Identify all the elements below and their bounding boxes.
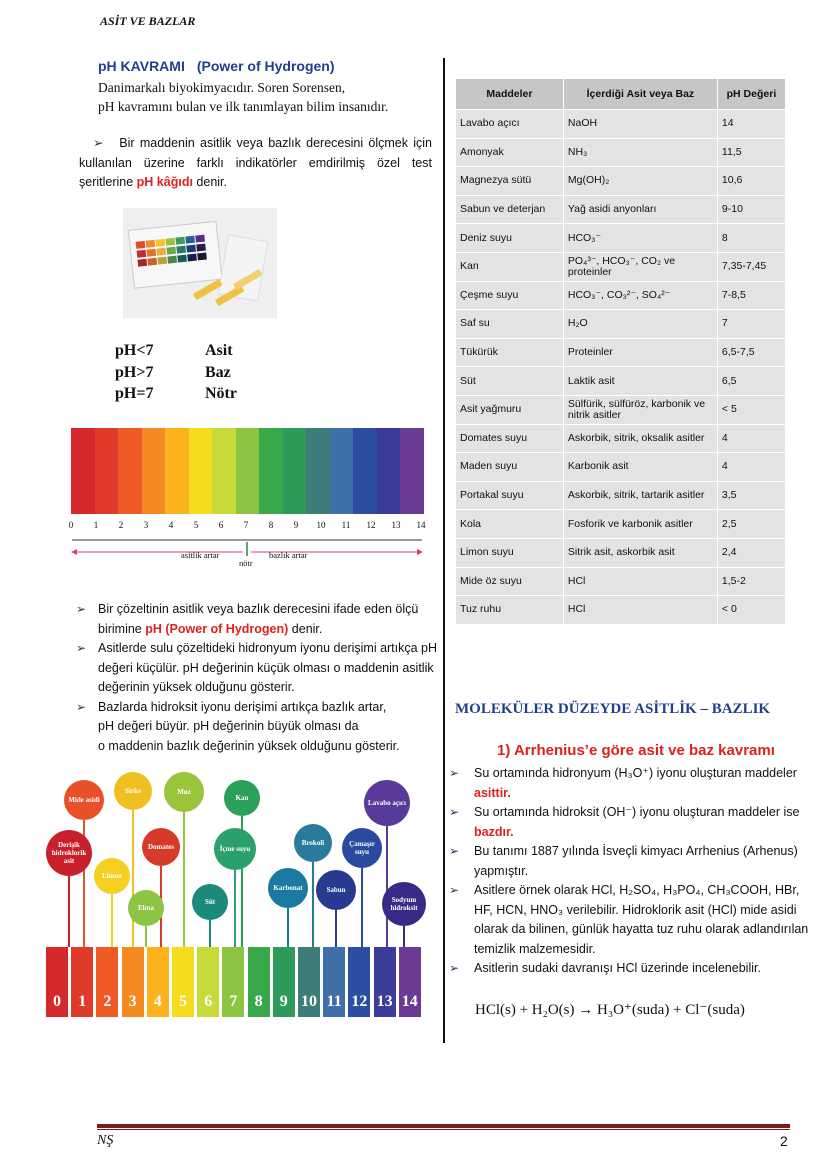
ph-paper-photo bbox=[123, 208, 277, 318]
infographic-item: Mide asidi bbox=[64, 780, 104, 820]
infographic-item: Çamaşır suyu bbox=[342, 828, 382, 868]
cell-substance: Maden suyu bbox=[456, 453, 564, 482]
title-main: pH KAVRAMI bbox=[98, 58, 185, 74]
ph-bullets bbox=[76, 600, 452, 756]
infographic-stem bbox=[287, 908, 289, 947]
table-row bbox=[456, 596, 786, 625]
ph-band bbox=[259, 428, 283, 514]
cell-ph: 7-8,5 bbox=[717, 281, 785, 310]
cell-ph: 11,5 bbox=[717, 138, 785, 167]
bullet-behaviour: ➢ Asitlerin sudaki davranışı HCl üzerinde incelenebilir. bbox=[449, 961, 761, 975]
table-row bbox=[456, 138, 786, 167]
bullet-base: ➢ Bazlarda hidroksit iyonu derişimi artıkça bazlık artar, pH değeri büyür. pH değerinin büyük olması da o maddenin bazlık değerinin yüksek olduğunu gösterir. bbox=[76, 699, 400, 753]
cell-substance: Süt bbox=[456, 367, 564, 396]
rule-neutral: pH=7 Nötr bbox=[115, 385, 237, 402]
ph-bar-number: 9 bbox=[279, 993, 288, 1010]
cell-contents: Proteinler bbox=[563, 338, 717, 367]
cell-ph: 8 bbox=[717, 224, 785, 253]
infographic-stem bbox=[361, 868, 363, 947]
title-sub: (Power of Hydrogen) bbox=[196, 58, 335, 74]
ph-paper-term: pH kâğıdı bbox=[136, 175, 193, 189]
ph-tick: 10 bbox=[316, 520, 326, 530]
cell-ph: 4 bbox=[717, 424, 785, 453]
infographic-stem bbox=[335, 910, 337, 947]
infographic-stem bbox=[209, 920, 211, 947]
infographic-item: Limon bbox=[94, 858, 130, 894]
ph-tick: 0 bbox=[68, 520, 74, 530]
infographic-item: Sabun bbox=[316, 870, 356, 910]
ph-band bbox=[283, 428, 307, 514]
bullet-examples: ➢ Asitlere örnek olarak HCl, H₂SO₄, H₃PO₄, CH₃COOH, HBr, HF, HCN, HNO₃ verilebilir. Hidroklorik asit (HCl) mide asidi olarak da bilinen, günlük hayatta tuz ruhu olarak adlandırılan temizlik malzemesidir. bbox=[449, 883, 809, 956]
infographic-stem bbox=[386, 826, 388, 947]
ph-band bbox=[400, 428, 424, 514]
infographic-item: Elma bbox=[128, 890, 164, 926]
ph-bar-number: 12 bbox=[351, 993, 368, 1010]
th-contents: İçerdiği Asit veya Baz bbox=[563, 79, 717, 110]
infographic-item: Kan bbox=[224, 780, 260, 816]
infographic-item: Süt bbox=[192, 884, 228, 920]
table-row bbox=[456, 224, 786, 253]
cell-ph: 14 bbox=[717, 110, 785, 139]
ph-bar-number: 3 bbox=[128, 993, 137, 1010]
ph-scale bbox=[68, 428, 426, 568]
arrhenius-bullets bbox=[449, 764, 810, 979]
bullet-base-def: ➢ Su ortamında hidroksit (OH⁻) iyonu oluşturan maddeler ise bazdır. bbox=[449, 805, 800, 839]
table-row bbox=[456, 510, 786, 539]
footer-rule-thin bbox=[97, 1129, 790, 1130]
cell-contents: Fosforik ve karbonik asitler bbox=[563, 510, 717, 539]
cell-substance: Magnezya sütü bbox=[456, 167, 564, 196]
cell-ph: 10,6 bbox=[717, 167, 785, 196]
ph-band bbox=[118, 428, 142, 514]
ph-bar-number: 10 bbox=[301, 993, 317, 1010]
ph-tick: 2 bbox=[118, 520, 124, 530]
table-row bbox=[456, 281, 786, 310]
cell-ph: < 5 bbox=[717, 395, 785, 424]
ph-tick: 14 bbox=[416, 520, 426, 530]
cell-substance: Lavabo açıcı bbox=[456, 110, 564, 139]
cell-contents: Askorbik, sitrik, tartarik asitler bbox=[563, 481, 717, 510]
intro-text bbox=[98, 78, 388, 116]
cell-substance: Kola bbox=[456, 510, 564, 539]
column-divider bbox=[443, 58, 445, 1043]
ph-bar-number: 11 bbox=[326, 993, 342, 1010]
cell-contents: Karbonik asit bbox=[563, 453, 717, 482]
ph-tick: 5 bbox=[193, 520, 199, 530]
cell-substance: Portakal suyu bbox=[456, 481, 564, 510]
bullet-acid: ➢ Asitlerde sulu çözeltideki hidronyum iyonu derişimi artıkça pH değeri küçülür. pH değerinin küçük olması o maddenin asitlik değerinin yüksek olduğunu gösterir. bbox=[76, 641, 438, 694]
cell-contents: Sitrik asit, askorbik asit bbox=[563, 538, 717, 567]
cell-contents: HCO₃⁻, CO₃²⁻, SO₄²⁻ bbox=[563, 281, 717, 310]
cell-ph: 1,5-2 bbox=[717, 567, 785, 596]
infographic-stem bbox=[145, 926, 147, 947]
ph-tick: 9 bbox=[293, 520, 299, 530]
cell-contents: Askorbik, sitrik, oksalik asitler bbox=[563, 424, 717, 453]
cell-ph: 2,4 bbox=[717, 538, 785, 567]
cell-substance: Limon suyu bbox=[456, 538, 564, 567]
ph-table-wrap bbox=[455, 78, 786, 625]
infographic-stem bbox=[132, 810, 134, 947]
ph-bar-number: 7 bbox=[229, 993, 238, 1010]
cell-substance: Mide öz suyu bbox=[456, 567, 564, 596]
ph-scale-axis bbox=[71, 532, 423, 556]
infographic-stem bbox=[403, 926, 405, 947]
cell-contents: HCO₃⁻ bbox=[563, 224, 717, 253]
page-header: ASİT VE BAZLAR bbox=[100, 14, 196, 28]
cell-substance: Tükürük bbox=[456, 338, 564, 367]
ph-band bbox=[353, 428, 377, 514]
infographic-item: İçme suyu bbox=[214, 828, 256, 870]
cell-substance: Asit yağmuru bbox=[456, 395, 564, 424]
bullet-history: ➢ Bu tanımı 1887 yılında İsveçli kimyacı Arrhenius (Arhenus) yapmıştır. bbox=[449, 844, 798, 878]
ph-band bbox=[236, 428, 260, 514]
cell-substance: Amonyak bbox=[456, 138, 564, 167]
cell-contents: NH₃ bbox=[563, 138, 717, 167]
ph-band bbox=[330, 428, 354, 514]
ph-infographic bbox=[46, 772, 428, 1017]
cell-ph: 2,5 bbox=[717, 510, 785, 539]
bullet-ph-unit: ➢ Bir çözeltinin asitlik veya bazlık derecesini ifade eden ölçü birimine pH (Power of Hydrogen) denir. bbox=[76, 602, 419, 636]
infographic-item: Lavabo açıcı bbox=[364, 780, 410, 826]
infographic-stem bbox=[234, 870, 236, 947]
footer-initials: NŞ bbox=[97, 1133, 114, 1148]
ph-tick: 1 bbox=[93, 520, 99, 530]
ph-band bbox=[71, 428, 95, 514]
page-number: 2 bbox=[780, 1133, 788, 1149]
intro-line-2: pH kavramını bulan ve ilk tanımlayan bilim insanıdır. bbox=[98, 99, 389, 114]
infographic-item: Derişik hidroklorik asit bbox=[46, 830, 92, 876]
ph-tick: 3 bbox=[143, 520, 149, 530]
ph-bar-number: 14 bbox=[401, 993, 418, 1010]
infographic-stem bbox=[68, 876, 70, 947]
ph-band bbox=[95, 428, 119, 514]
table-row bbox=[456, 110, 786, 139]
table-row bbox=[456, 453, 786, 482]
th-ph: pH Değeri bbox=[717, 79, 785, 110]
ph-bar-number: 2 bbox=[103, 993, 112, 1010]
cell-ph: 9-10 bbox=[717, 195, 785, 224]
cell-substance: Kan bbox=[456, 252, 564, 281]
cell-contents: PO₄³⁻, HCO₃⁻, CO₂ ve proteinler bbox=[563, 252, 717, 281]
section-title: MOLEKÜLER DÜZEYDE ASİTLİK – BAZLIK bbox=[455, 701, 771, 717]
ph-tick: 11 bbox=[341, 520, 351, 530]
ph-band bbox=[142, 428, 166, 514]
acid-label: asitlik artar bbox=[181, 550, 220, 560]
ph-bar-number: 4 bbox=[153, 993, 162, 1010]
cell-substance: Saf su bbox=[456, 310, 564, 339]
cell-substance: Domates suyu bbox=[456, 424, 564, 453]
ph-bar-number: 13 bbox=[376, 993, 393, 1010]
table-row bbox=[456, 481, 786, 510]
table-row bbox=[456, 395, 786, 424]
cell-substance: Deniz suyu bbox=[456, 224, 564, 253]
ph-paper-paragraph: ➢ Bir maddenin asitlik veya bazlık derecesini ölçmek için kullanılan üzerine farklı indikatörler emdirilmiş özel test şeritlerine pH kâğıdı denir. bbox=[79, 136, 432, 189]
ph-tick: 4 bbox=[168, 520, 174, 530]
infographic-item: Muz bbox=[164, 772, 204, 812]
cell-contents: Laktik asit bbox=[563, 367, 717, 396]
cell-ph: 6,5-7,5 bbox=[717, 338, 785, 367]
rule-base: pH>7 Baz bbox=[115, 364, 231, 381]
ph-bar-number: 8 bbox=[254, 993, 263, 1010]
infographic-item: Karbonat bbox=[268, 868, 308, 908]
ph-tick: 7 bbox=[243, 520, 249, 530]
cell-contents: HCl bbox=[563, 567, 717, 596]
cell-contents: HCl bbox=[563, 596, 717, 625]
cell-ph: 6,5 bbox=[717, 367, 785, 396]
ph-tick: 6 bbox=[218, 520, 224, 530]
ph-band bbox=[189, 428, 213, 514]
infographic-item: Sirke bbox=[114, 772, 152, 810]
ph-title bbox=[98, 58, 335, 74]
ph-bar-number: 6 bbox=[204, 993, 213, 1010]
cell-contents: Yağ asidi anyonları bbox=[563, 195, 717, 224]
table-row bbox=[456, 424, 786, 453]
ph-band bbox=[377, 428, 401, 514]
cell-substance: Tuz ruhu bbox=[456, 596, 564, 625]
table-row bbox=[456, 167, 786, 196]
cell-ph: 4 bbox=[717, 453, 785, 482]
table-row bbox=[456, 367, 786, 396]
footer-rule bbox=[97, 1124, 790, 1128]
bullet-acid-def: ➢ Su ortamında hidronyum (H₃O⁺) iyonu oluşturan maddeler asittir. bbox=[449, 766, 797, 800]
th-substance: Maddeler bbox=[456, 79, 564, 110]
intro-line-1: Danimarkalı biyokimyacıdır. Soren Sorensen, bbox=[98, 80, 346, 95]
cell-substance: Sabun ve deterjan bbox=[456, 195, 564, 224]
ph-bar-number: 0 bbox=[53, 993, 61, 1010]
table-row bbox=[456, 252, 786, 281]
ph-band bbox=[165, 428, 189, 514]
table-row bbox=[456, 338, 786, 367]
table-row bbox=[456, 538, 786, 567]
infographic-item: Sodyum hidroksit bbox=[382, 882, 426, 926]
ph-band bbox=[212, 428, 236, 514]
infographic-stem bbox=[111, 894, 113, 947]
ph-tick: 8 bbox=[268, 520, 274, 530]
cell-contents: Mg(OH)₂ bbox=[563, 167, 717, 196]
infographic-item: Brokoli bbox=[294, 824, 332, 862]
table-row bbox=[456, 195, 786, 224]
table-row bbox=[456, 310, 786, 339]
cell-ph: 7,35-7,45 bbox=[717, 252, 785, 281]
hcl-equation: HCl(s) + H₂O(s) → H₃O⁺(suda) + Cl⁻(suda) bbox=[475, 1002, 745, 1018]
arrhenius-title: 1) Arrhenius’e göre asit ve baz kavramı bbox=[497, 742, 775, 759]
cell-ph: 3,5 bbox=[717, 481, 785, 510]
ph-bar-number: 5 bbox=[179, 993, 187, 1010]
infographic-stem bbox=[312, 862, 314, 947]
ph-bar-number: 1 bbox=[78, 993, 87, 1010]
cell-ph: < 0 bbox=[717, 596, 785, 625]
infographic-stem bbox=[183, 812, 185, 947]
ph-tick: 13 bbox=[391, 520, 401, 530]
ph-band bbox=[306, 428, 330, 514]
base-label: bazlık artar bbox=[269, 550, 308, 560]
cell-contents: NaOH bbox=[563, 110, 717, 139]
ph-table bbox=[455, 78, 786, 625]
cell-contents: H₂O bbox=[563, 310, 717, 339]
cell-ph: 7 bbox=[717, 310, 785, 339]
neutral-label: nötr bbox=[239, 558, 253, 568]
cell-substance: Çeşme suyu bbox=[456, 281, 564, 310]
cell-contents: Sülfürik, sülfüröz, karbonik ve nitrik asitler bbox=[563, 395, 717, 424]
infographic-item: Domates bbox=[142, 828, 180, 866]
table-row bbox=[456, 567, 786, 596]
ph-tick: 12 bbox=[366, 520, 376, 530]
rule-acid: pH<7 Asit bbox=[115, 342, 233, 359]
